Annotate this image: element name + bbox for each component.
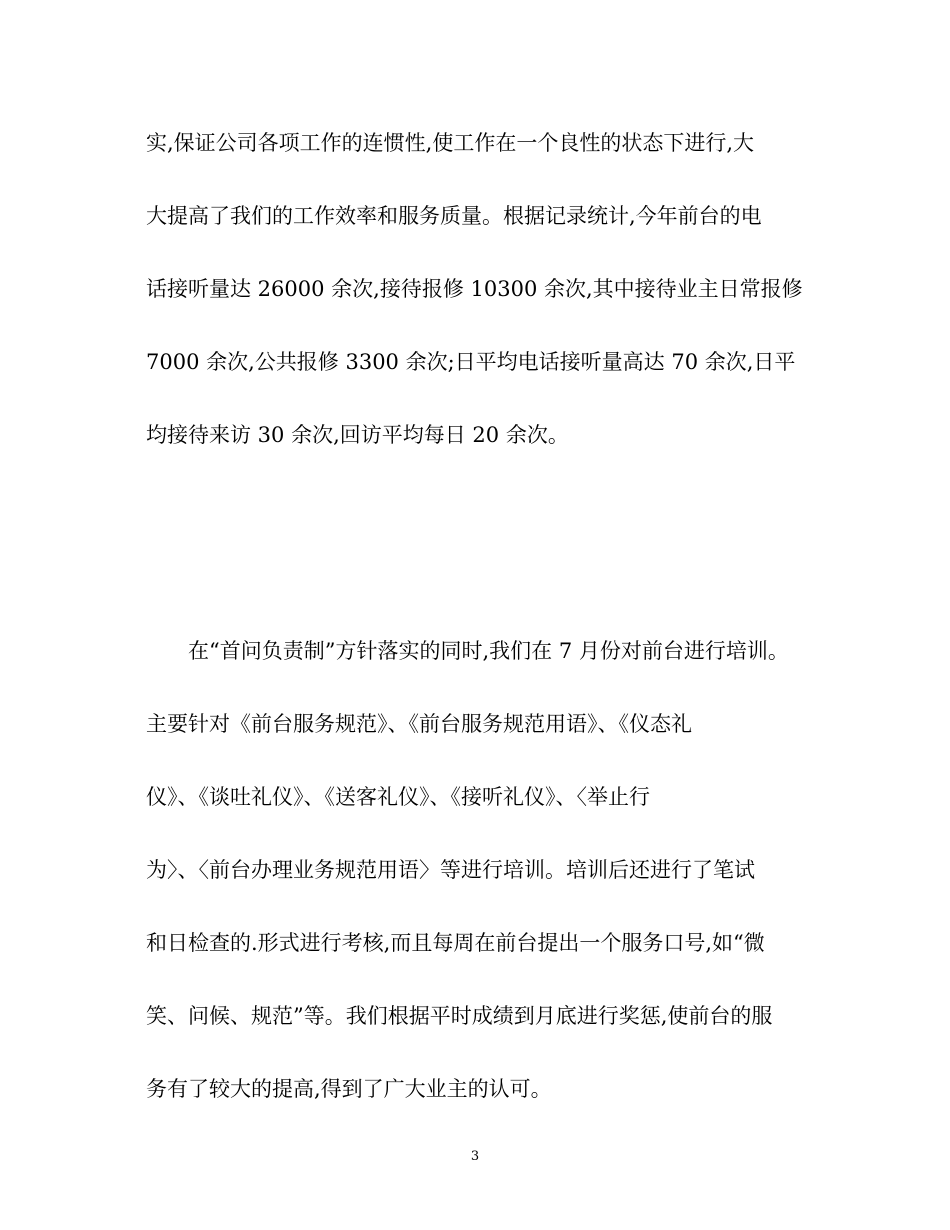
text-line: 为〉、〈前台办理业务规范用语〉等进行培训。培训后还进行了笔试	[146, 858, 755, 882]
text-line: 笑、问候、规范”等。我们根据平时成绩到月底进行奖惩,使前台的服	[146, 1004, 773, 1028]
text-line: 务有了较大的提高,得到了广大业主的认可。	[146, 1077, 552, 1101]
text-line: 大提高了我们的工作效率和服务质量。根据记录统计,今年前台的电	[146, 204, 762, 228]
text-line: 均接待来访 30 余次,回访平均每日 20 余次。	[146, 423, 569, 447]
text-line: 和日检查的.形式进行考核,而且每周在前台提出一个服务口号,如“微	[146, 931, 765, 955]
text-line: 主要针对《前台服务规范》、《前台服务规范用语》、《仪态礼	[146, 712, 692, 736]
text-line: 7000 余次,公共报修 3300 余次;日平均电话接听量高达 70 余次,日平	[146, 350, 796, 374]
text-line: 仪》、《谈吐礼仪》、《送客礼仪》、《接听礼仪》、〈举止行	[146, 785, 650, 809]
text-line: 话接听量达 26000 余次,接待报修 10300 余次,其中接待业主日常报修	[146, 277, 803, 301]
text-line: 实,保证公司各项工作的连惯性,使工作在一个良性的状态下进行,大	[146, 131, 755, 155]
text-line: 在“首问负责制”方针落实的同时,我们在 7 月份对前台进行培训。	[188, 639, 789, 663]
page-number: 3	[470, 1149, 480, 1164]
